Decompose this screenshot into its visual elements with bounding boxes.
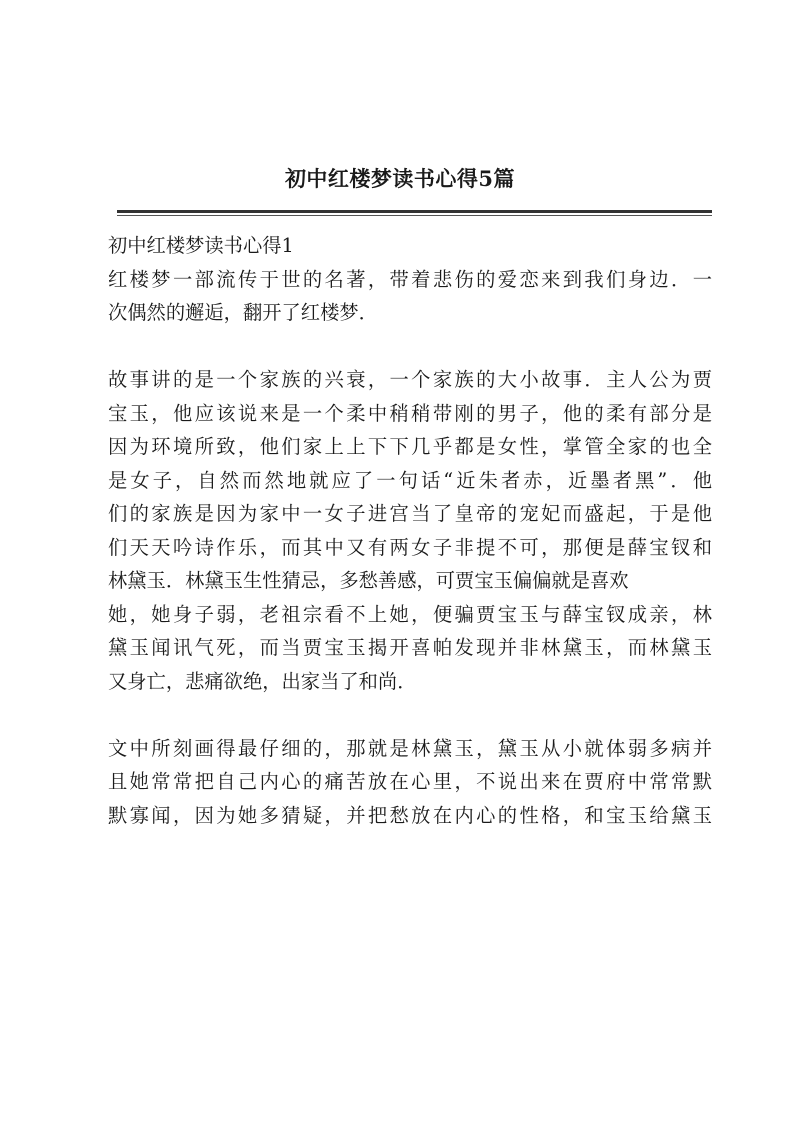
section-heading: 初中红楼梦读书心得1 [108, 234, 294, 257]
text-line: 默寡闻，因为她多猜疑，并把愁放在内心的性格，和宝玉给黛玉 [108, 803, 712, 827]
text-line: 们的家族是因为家中一女子进宫当了皇帝的宠妃而盛起，于是他 [108, 502, 712, 525]
paragraph-spacer [108, 698, 712, 732]
text-line: 且她常常把自己内心的痛苦放在心里，不说出来在贾府中常常默 [108, 770, 712, 793]
text-line: 文中所刻画得最仔细的，那就是林黛玉，黛玉从小就体弱多病并 [108, 736, 712, 760]
text-line: 是女子，自然而然地就应了一句话“近朱者赤，近墨者黑”．他 [108, 468, 712, 492]
title-divider [117, 210, 712, 213]
paragraph-spacer [108, 330, 712, 364]
text-line: 她，她身子弱，老祖宗看不上她，便骗贾宝玉与薛宝钗成亲，林 [108, 602, 712, 626]
text-line: 林黛玉．林黛玉生性猜忌，多愁善感，可贾宝玉偏偏就是喜欢 [108, 569, 629, 592]
title-divider-thin [117, 215, 712, 216]
text-line: 红楼梦一部流传于世的名著，带着悲伤的爱恋来到我们身边．一 [108, 267, 712, 291]
text-line: 故事讲的是一个家族的兴衰，一个家族的大小故事．主人公为贾 [108, 368, 712, 391]
paragraph-1 [108, 263, 712, 330]
text-line: 黛玉闻讯气死，而当贾宝玉揭开喜帕发现并非林黛玉，而林黛玉 [108, 636, 712, 659]
page-title: 初中红楼梦读书心得5篇 [284, 166, 516, 191]
text-line: 次偶然的邂逅，翻开了红楼梦． [108, 301, 378, 324]
text-line: 因为环境所致，他们家上上下下几乎都是女性，掌管全家的也全 [108, 435, 712, 458]
paragraph-3 [108, 732, 712, 833]
text-line: 宝玉，他应该说来是一个柔中稍稍带刚的男子，他的柔有部分是 [108, 401, 712, 425]
paragraph-2 [108, 363, 712, 698]
document-body [108, 229, 712, 832]
text-line: 们天天吟诗作乐，而其中又有两女子非提不可，那便是薛宝钗和 [108, 535, 712, 559]
text-line: 又身亡，悲痛欲绝，出家当了和尚． [108, 669, 417, 693]
